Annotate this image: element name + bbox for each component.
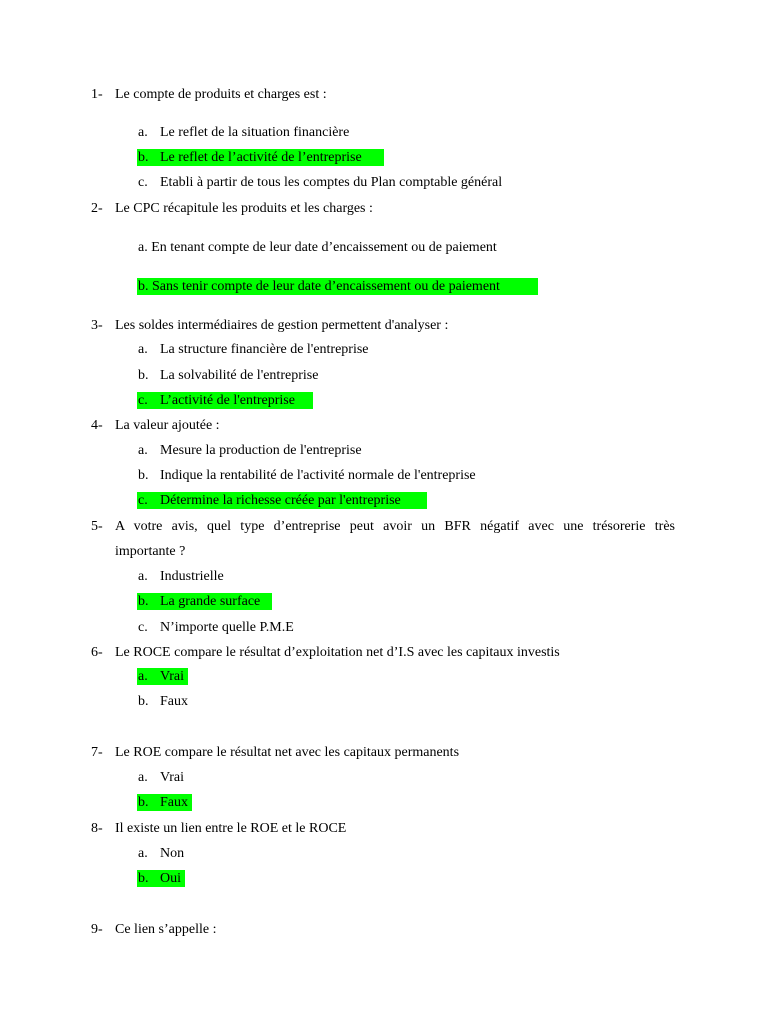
option-letter-correct: a. [138,669,148,684]
question-text-continued: importante ? [115,544,186,559]
question-text: Ce lien s’appelle : [115,922,217,937]
question-number: 4- [91,418,103,433]
option-text: a. En tenant compte de leur date d’encaissement ou de paiement [138,240,497,255]
question-text: Le ROE compare le résultat net avec les capitaux permanents [115,745,460,760]
option-text: N’importe quelle P.M.E [160,620,294,635]
question-number: 1- [91,87,103,102]
option-text: La solvabilité de l'entreprise [160,368,319,383]
option-letter: a. [138,125,148,140]
option-text-correct: Détermine la richesse créée par l'entreprise [160,493,401,508]
option-letter-correct: b. [138,150,149,165]
option-letter-correct: c. [138,393,148,408]
option-letter: c. [138,175,148,190]
option-text-correct: La grande surface [160,594,261,609]
option-letter: a. [138,443,148,458]
option-letter: a. [138,846,148,861]
option-text: Faux [160,694,188,709]
option-text-correct: Vrai [160,669,185,684]
option-letter: b. [138,468,149,483]
option-text-correct: Oui [160,871,181,886]
question-text: Il existe un lien entre le ROE et le ROCE [115,821,347,836]
option-letter-correct: b. [138,594,149,609]
question-text: A votre avis, quel type d’entreprise peut avoir un BFR négatif avec une trésorerie très [115,519,675,534]
option-letter: b. [138,368,149,383]
option-text-correct: Faux [160,795,188,810]
option-letter-correct: b. [138,871,149,886]
option-text-correct: Le reflet de l’activité de l’entreprise [160,150,362,165]
option-letter: a. [138,770,148,785]
option-text: Vrai [160,770,185,785]
option-text: Industrielle [160,569,224,584]
option-text-correct: b. Sans tenir compte de leur date d’encaissement ou de paiement [138,279,500,294]
question-text: Le CPC récapitule les produits et les charges : [115,201,373,216]
option-letter: a. [138,569,148,584]
option-text: Le reflet de la situation financière [160,125,350,140]
question-text: Le compte de produits et charges est : [115,87,327,102]
option-letter: c. [138,620,148,635]
option-letter-correct: c. [138,493,148,508]
question-number: 6- [91,645,103,660]
option-text: La structure financière de l'entreprise [160,342,369,357]
option-text: Etabli à partir de tous les comptes du Plan comptable général [160,175,503,190]
option-text-correct: L’activité de l'entreprise [160,393,295,408]
question-number: 5- [91,519,103,534]
question-text: Le ROCE compare le résultat d’exploitation net d’I.S avec les capitaux investis [115,645,560,660]
question-number: 8- [91,821,103,836]
question-text: Les soldes intermédiaires de gestion permettent d'analyser : [115,318,449,333]
question-number: 2- [91,201,103,216]
question-text: La valeur ajoutée : [115,418,220,433]
option-letter-correct: b. [138,795,149,810]
option-text: Mesure la production de l'entreprise [160,443,362,458]
option-text: Non [160,846,185,861]
question-number: 9- [91,922,103,937]
option-text: Indique la rentabilité de l'activité normale de l'entreprise [160,468,476,483]
option-letter: a. [138,342,148,357]
question-number: 7- [91,745,103,760]
option-letter: b. [138,694,149,709]
question-number: 3- [91,318,103,333]
